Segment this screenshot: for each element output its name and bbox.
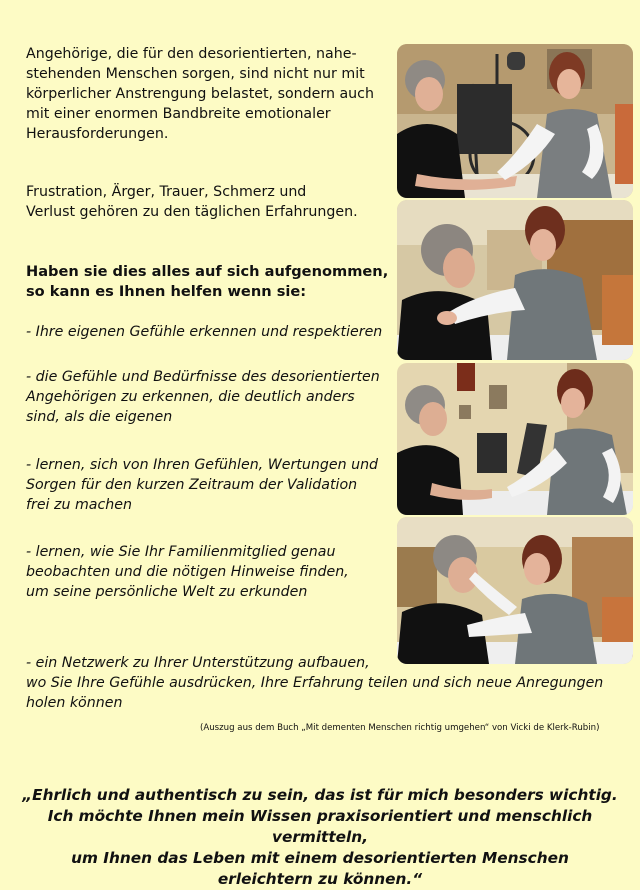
photo-wheelchair-scene [397, 44, 633, 198]
photo-face-touch [397, 517, 633, 664]
photo-holding-hands [397, 363, 633, 515]
intro-paragraph: Angehörige, die für den desorientierten, nahe- stehenden Menschen sorgen, sind nicht nur mit körperlicher Anstrengung belastet, sondern auch mit einer enormen Bandbreite emotionaler Herausforderungen. [26, 46, 374, 142]
bullet-item: - lernen, wie Sie Ihr Familienmitglied genau beobachten und die nötigen Hinweise finden, um seine persönliche Welt zu erkunden [26, 544, 349, 600]
bullet-item: - die Gefühle und Bedürfnisse des desorientierten Angehörigen zu erkennen, die deutlich anders sind, als die eigenen [26, 369, 380, 425]
bullet-item: - Ihre eigenen Gefühle erkennen und respektieren [26, 324, 383, 340]
photo-shoulder-touch [397, 200, 633, 360]
closing-quote: „Ehrlich und authentisch zu sein, das ist für mich besonders wichtig. Ich möchte Ihnen mein Wissen praxisorientiert und menschlich vermitteln, um Ihnen das Leben mit einem desorientierten Menschen erleichtern zu können.“ [22, 786, 618, 889]
frustration-paragraph: Frustration, Ärger, Trauer, Schmerz und Verlust gehören zu den täglichen Erfahrungen. [26, 184, 358, 220]
bullet-item: - ein Netzwerk zu Ihrer Unterstützung aufbauen, wo Sie Ihre Gefühle ausdrücken, Ihre Erfahrung teilen und sich neue Anregungen holen können [26, 655, 604, 711]
source-note: (Auszug aus dem Buch „Mit dementen Menschen richtig umgehen“ von Vicki de Klerk-Rubin) [200, 723, 600, 733]
bullet-item: - lernen, sich von Ihren Gefühlen, Wertungen und Sorgen für den kurzen Zeitraum der Validation frei zu machen [26, 457, 379, 513]
help-heading: Haben sie dies alles auf sich aufgenommen, so kann es Ihnen helfen wenn sie: [26, 263, 389, 300]
